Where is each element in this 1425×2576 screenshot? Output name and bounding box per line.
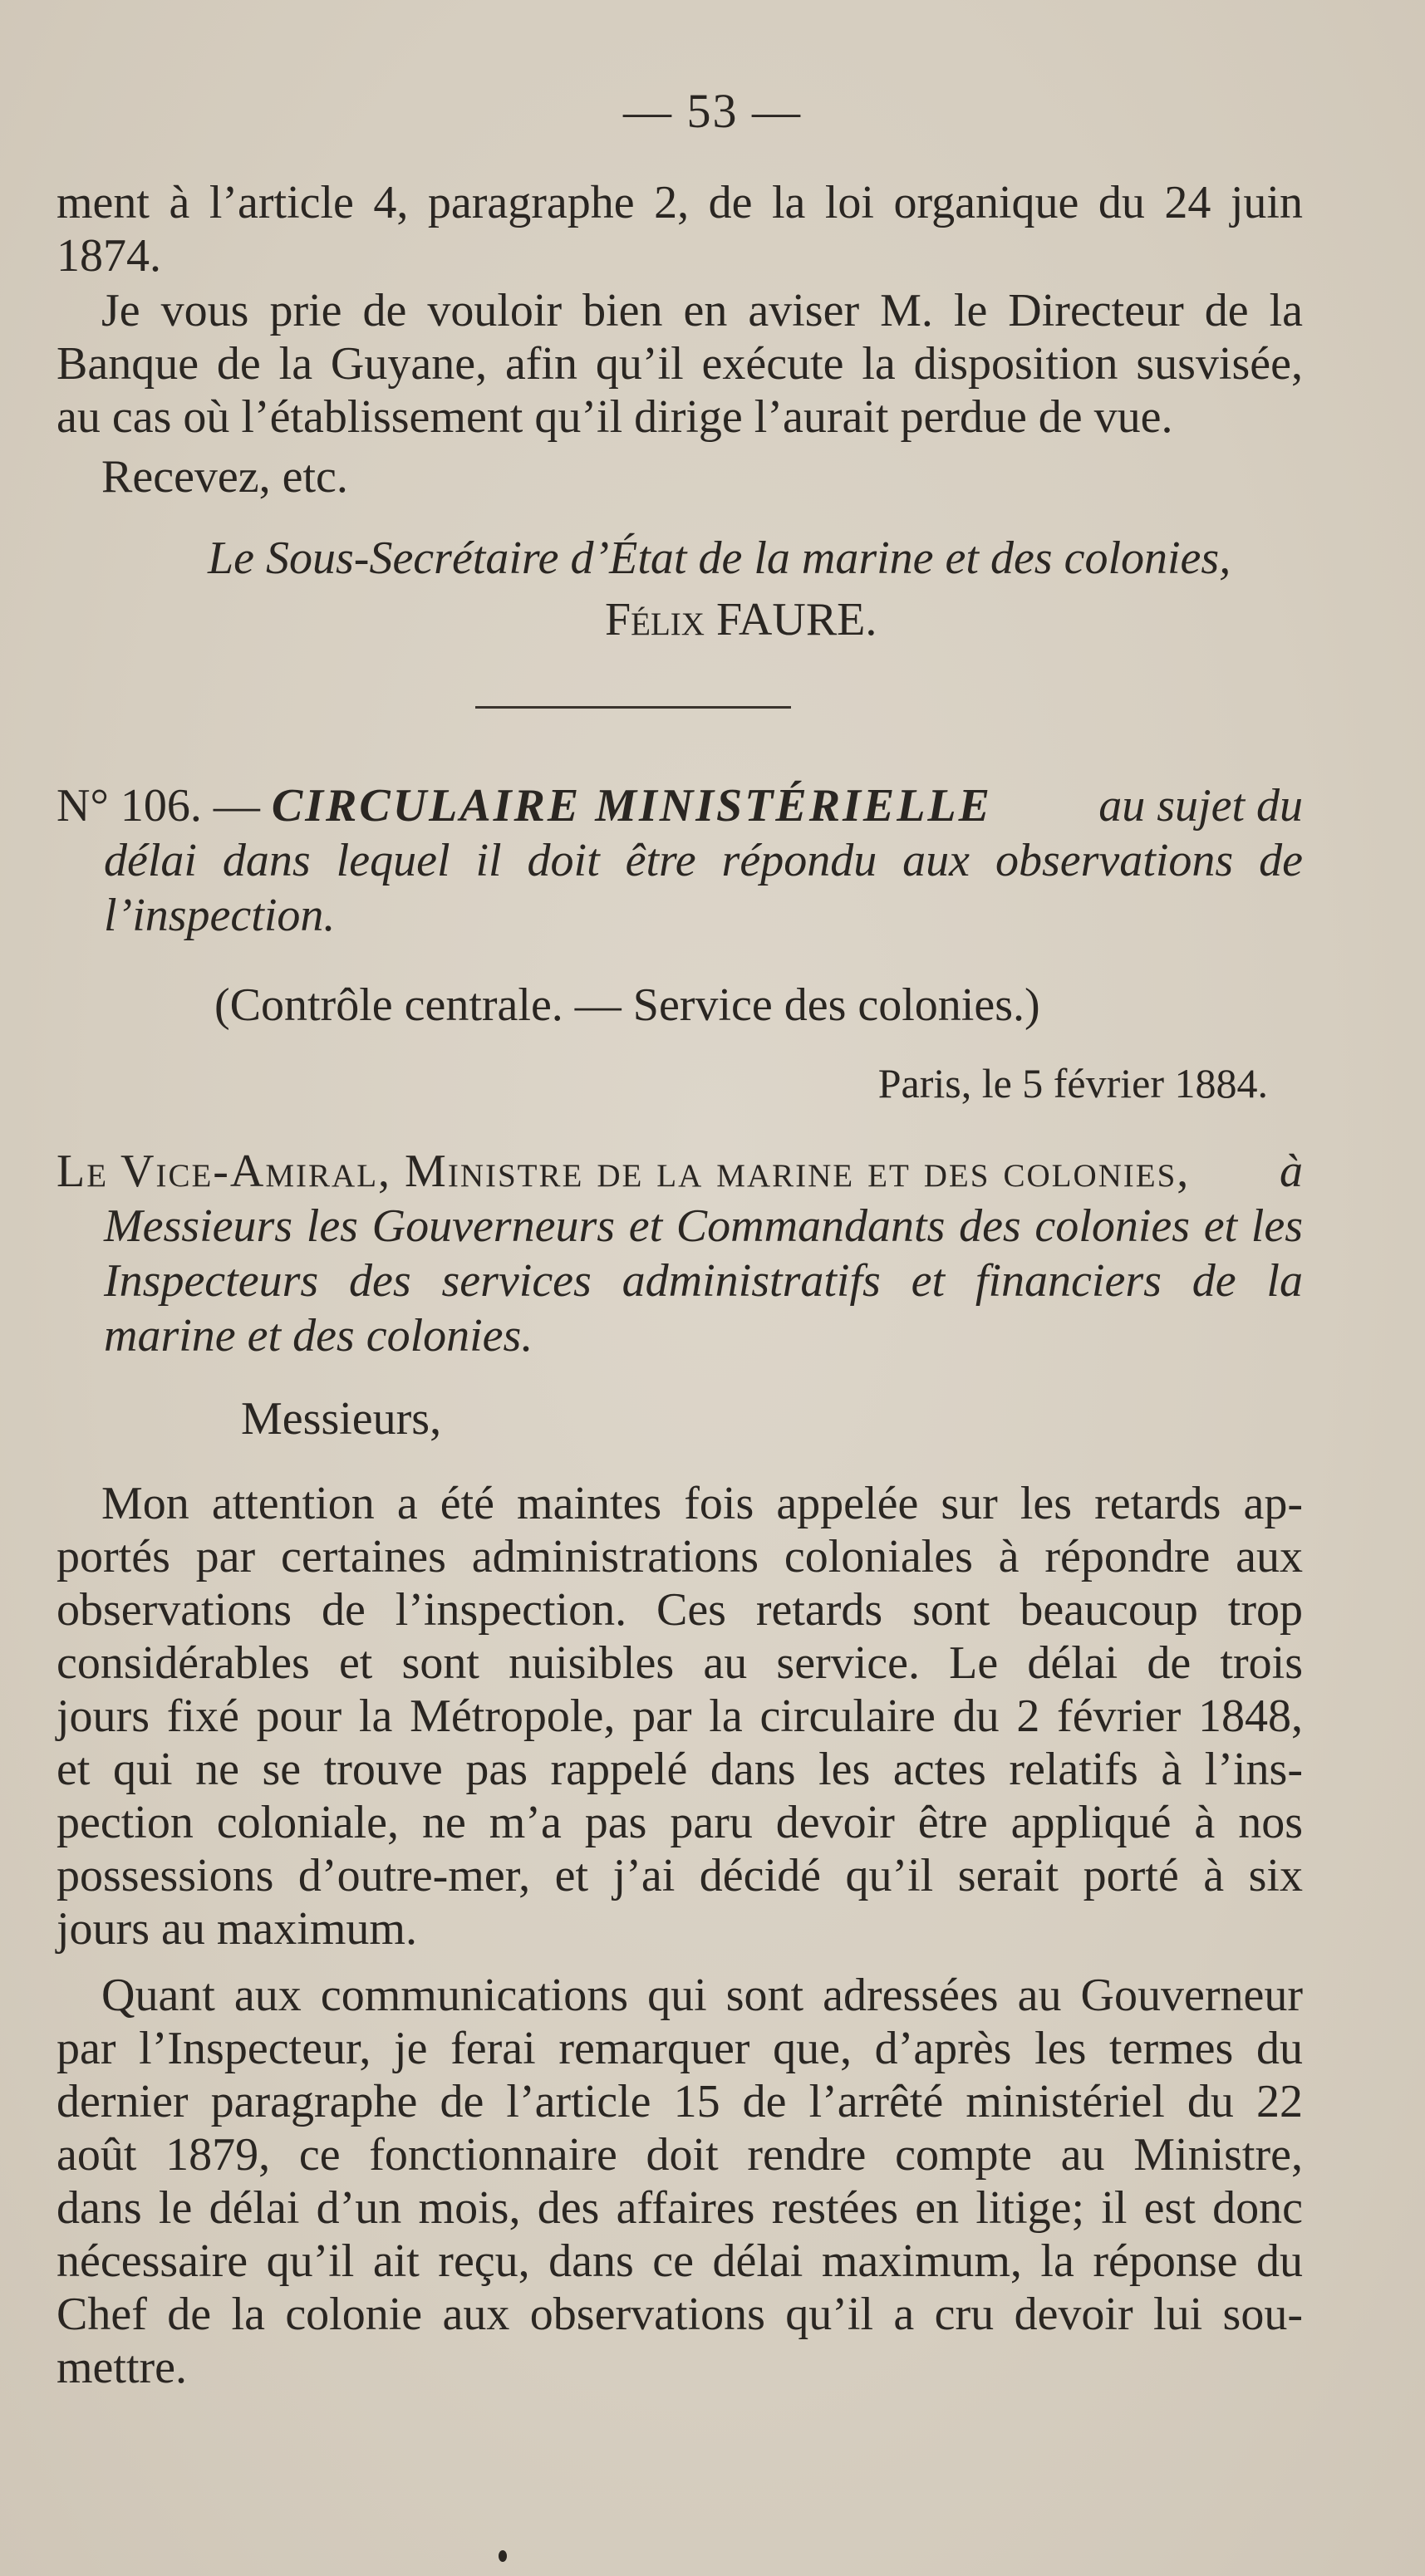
- text-line: ment à l’article 4, paragraphe 2, de la loi organique du 24 juin: [57, 177, 1303, 228]
- body-line: et qui ne se trouve pas rappelé dans les actes relatifs à l’ins-: [57, 1744, 1303, 1795]
- text-line: 1874.: [57, 230, 161, 282]
- body-line: dans le délai d’un mois, des affaires restées en litige; il est donc: [57, 2182, 1303, 2234]
- body-line: observations de l’inspection. Ces retards sont beaucoup trop: [57, 1584, 1303, 1636]
- circular-heading: [57, 779, 1303, 832]
- page-number: — 53 —: [623, 84, 802, 138]
- body-line: mettre.: [57, 2342, 188, 2393]
- body-line: nécessaire qu’il ait reçu, dans ce délai maximum, la réponse du: [57, 2235, 1303, 2287]
- text-line: Banque de la Guyane, afin qu’il exécute la disposition susvisée,: [57, 338, 1303, 390]
- service-line: (Contrôle centrale. — Service des colonies.): [214, 979, 1040, 1031]
- text-line: Je vous prie de vouloir bien en aviser M. le Directeur de la: [101, 285, 1303, 336]
- date-line: Paris, le 5 février 1884.: [877, 1060, 1268, 1106]
- body-line: dernier paragraphe de l’article 15 de l’arrêté ministériel du 22: [57, 2076, 1303, 2127]
- body-line: possessions d’outre-mer, et j’ai décidé qu’il serait porté à six: [57, 1850, 1303, 1901]
- signature-title: Le Sous-Secrétaire d’État de la marine et des colonies,: [208, 532, 1231, 584]
- signature-name: Félix FAURE.: [605, 594, 877, 645]
- body-line: jours au maximum.: [57, 1903, 417, 1955]
- body-line: considérables et sont nuisibles au service. Le délai de trois: [57, 1637, 1303, 1689]
- circular-title: CIRCULAIRE MINISTÉRIELLE: [271, 780, 992, 832]
- body-line: Quant aux communications qui sont adressées au Gouverneur: [101, 1970, 1303, 2021]
- circular-heading-line: délai dans lequel il doit être répondu aux observations de: [104, 835, 1303, 886]
- circular-number: N° 106. —: [57, 780, 260, 832]
- body-line: Mon attention a été maintes fois appelée sur les retards ap-: [101, 1478, 1303, 1529]
- text-line: au cas où l’établissement qu’il dirige l’aurait perdue de vue.: [57, 391, 1173, 443]
- salutation: Messieurs,: [241, 1393, 442, 1445]
- section-divider: [475, 706, 791, 709]
- body-line: pection coloniale, ne m’a pas paru devoir être appliqué à nos: [57, 1797, 1303, 1848]
- body-line: août 1879, ce fonctionnaire doit rendre compte au Ministre,: [57, 2129, 1303, 2181]
- address-line: Le Vice-Amiral, Ministre de la marine et des colonies, à: [57, 1146, 1303, 1197]
- body-line: Chef de la colonie aux observations qu’il a cru devoir lui sou-: [57, 2289, 1303, 2340]
- ink-speck: [499, 2550, 507, 2562]
- body-line: portés par certaines administrations coloniales à répondre aux: [57, 1531, 1303, 1582]
- circular-subject: au sujet du: [1098, 780, 1303, 832]
- address-line: Messieurs les Gouverneurs et Commandants des colonies et les: [104, 1200, 1303, 1252]
- circular-heading-line: l’inspection.: [104, 890, 336, 941]
- body-line: par l’Inspecteur, je ferai remarquer que, d’après les termes du: [57, 2023, 1303, 2074]
- address-line: marine et des colonies.: [104, 1310, 533, 1362]
- address-line: Inspecteurs des services administratifs et financiers de la: [104, 1255, 1303, 1307]
- body-line: jours fixé pour la Métropole, par la circulaire du 2 février 1848,: [57, 1690, 1303, 1742]
- closing-formula: Recevez, etc.: [101, 451, 348, 503]
